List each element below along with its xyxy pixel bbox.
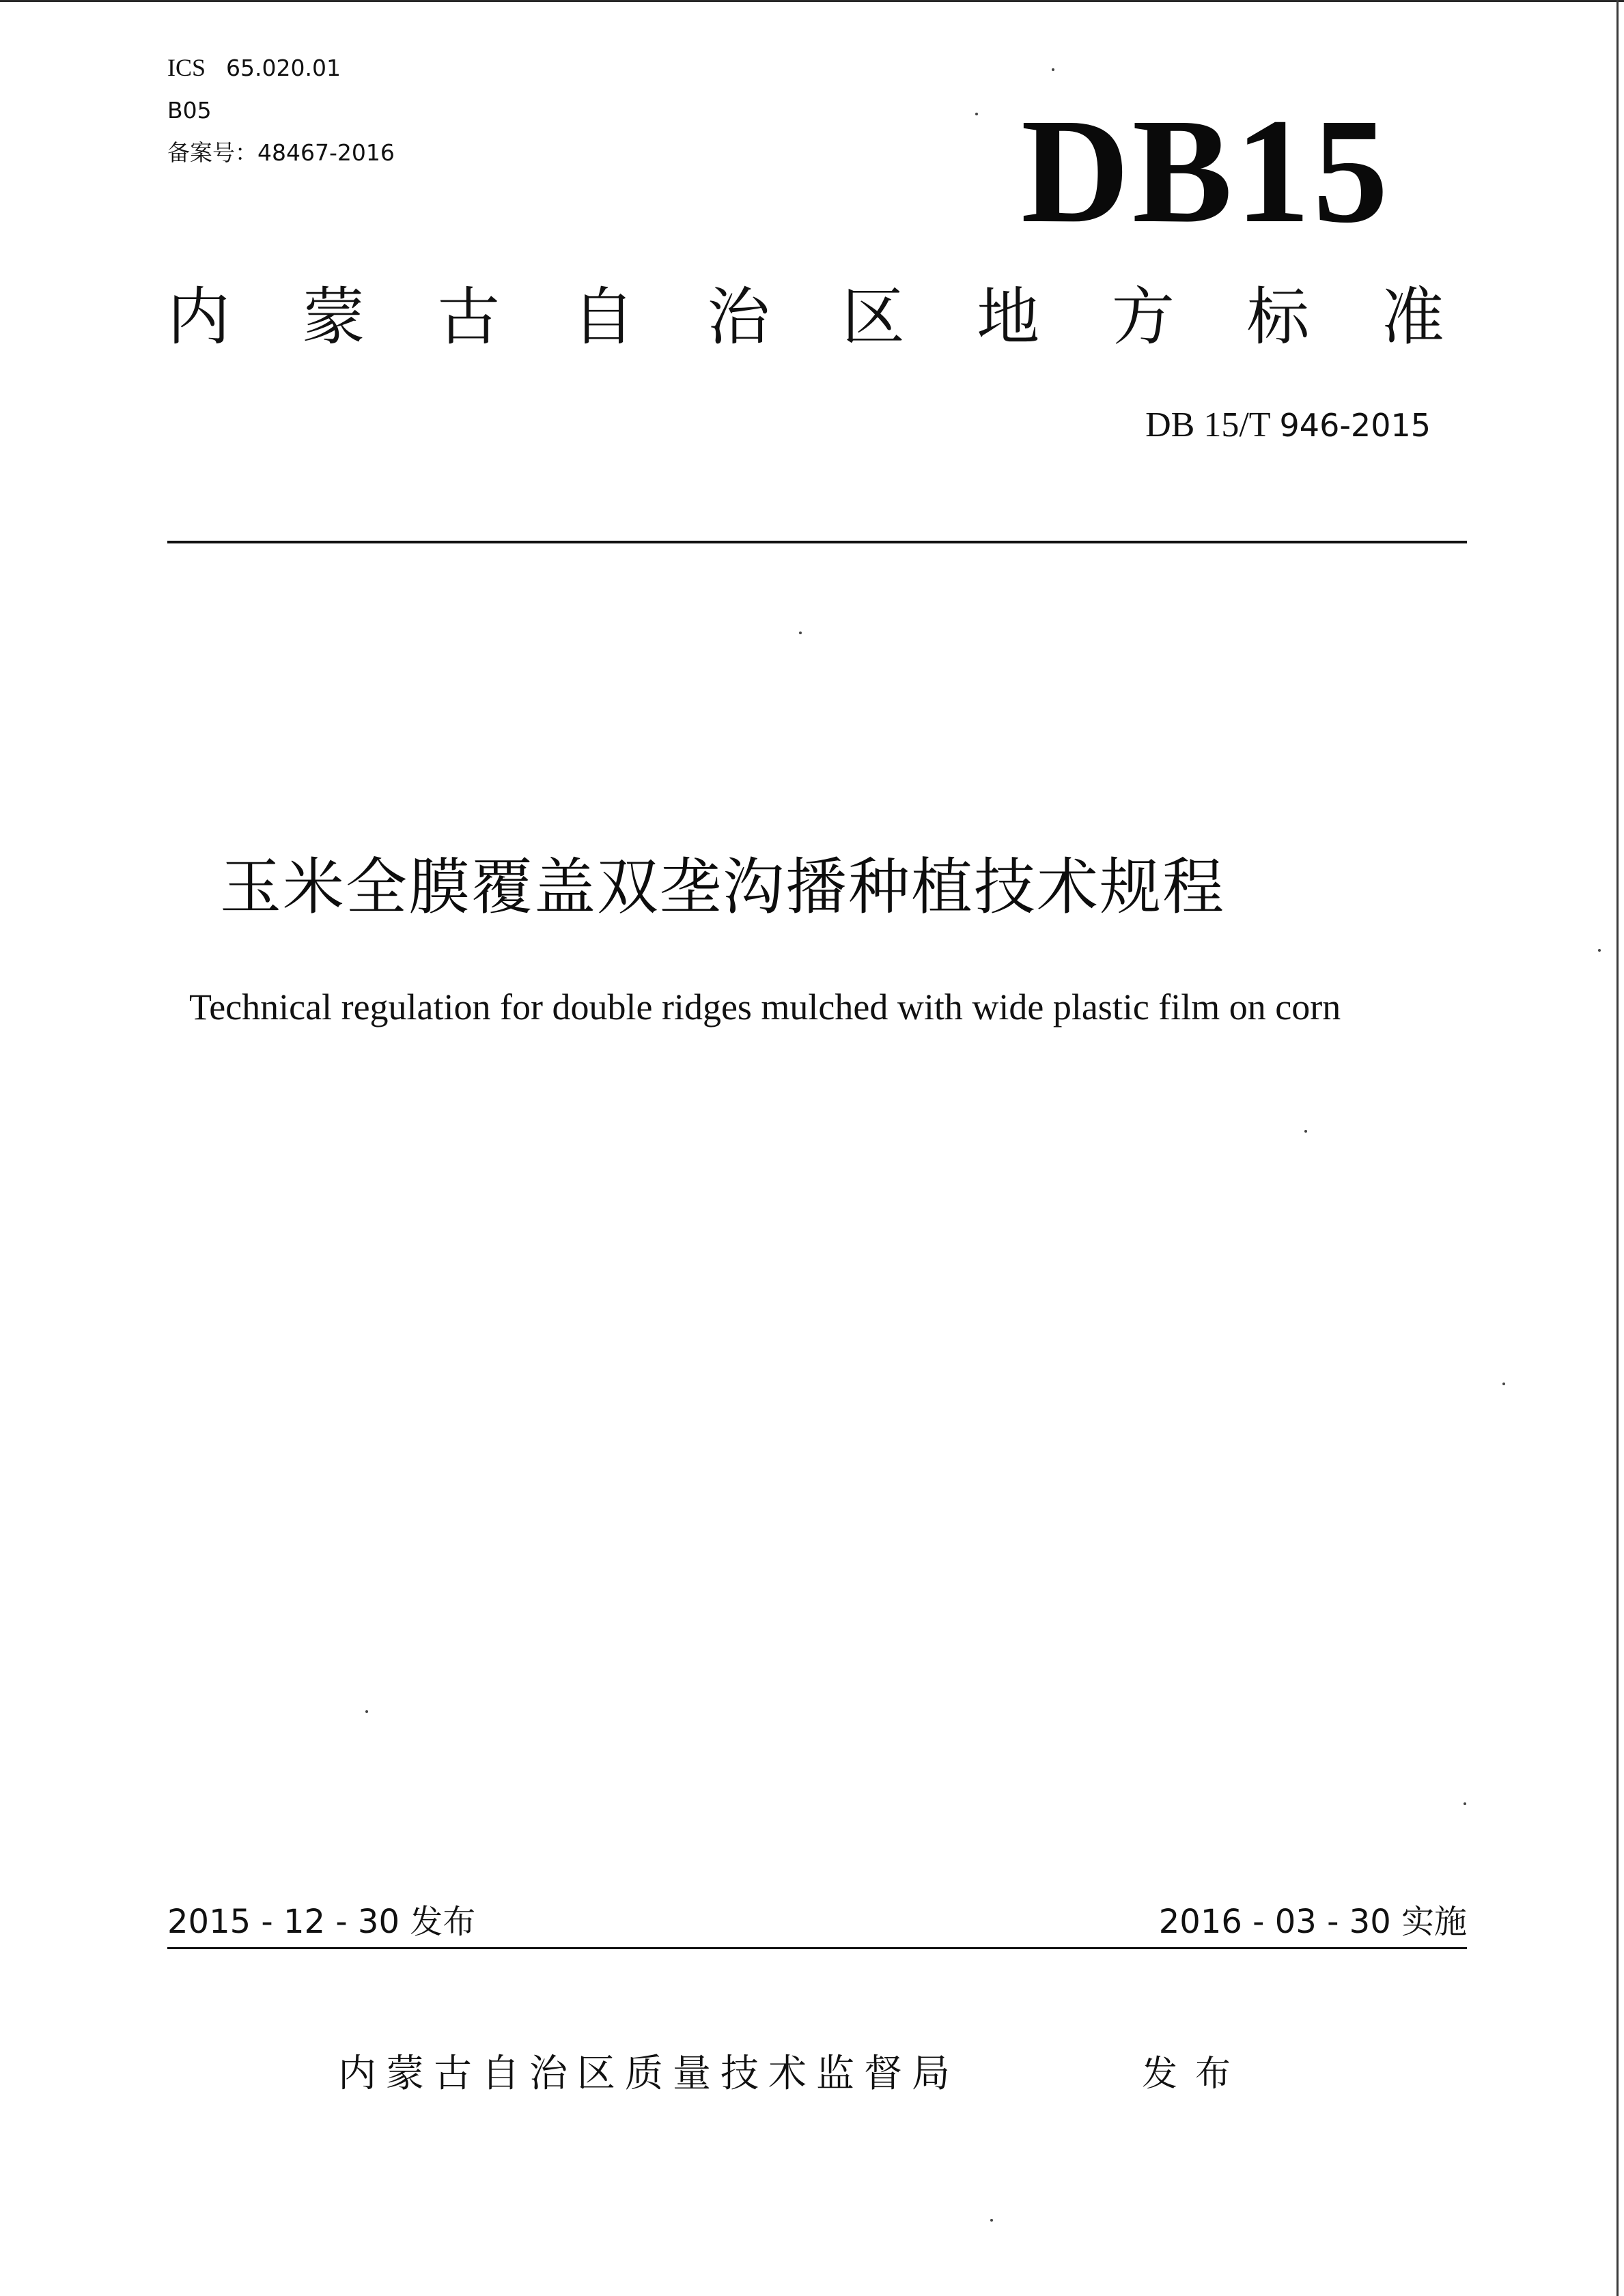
ics-label: ICS: [167, 54, 206, 81]
ccs-row: [167, 89, 395, 132]
classification-block: [167, 46, 395, 174]
standard-number-prefix: DB 15/T: [1145, 406, 1271, 444]
page-border-top: [0, 0, 1624, 2]
issuing-authority: 内蒙古自治区质量技术监督局: [338, 2052, 960, 2096]
effective-date: 2016 - 03 - 30 实施: [1158, 1903, 1467, 1941]
scan-speck: [1464, 1802, 1466, 1805]
standard-number-value: 946-2015: [1279, 407, 1431, 444]
filing-number: 48467-2016: [257, 139, 395, 166]
standard-type-char: 区: [841, 281, 905, 354]
standard-type-char: 方: [1111, 281, 1175, 354]
standard-type-char: 地: [977, 281, 1040, 354]
scan-speck: [365, 1710, 368, 1713]
standard-number: [1145, 401, 1431, 449]
title-chinese: 玉米全膜覆盖双垄沟播种植技术规程: [220, 851, 1225, 923]
standard-type-heading: [167, 277, 1444, 358]
scan-speck: [1304, 1130, 1307, 1133]
scan-speck: [975, 113, 978, 115]
issue-date: 2015 - 12 - 30 发布: [167, 1903, 476, 1941]
standard-type-char: 治: [707, 281, 770, 354]
scan-speck: [1598, 949, 1601, 952]
standard-type-char: 古: [437, 281, 501, 354]
standard-type-char: 内: [167, 281, 231, 354]
ics-code: 65.020.01: [226, 55, 341, 81]
title-english: Technical regulation for double ridges mulched with wide plastic film on corn: [189, 987, 1341, 1027]
scan-speck: [1052, 68, 1054, 71]
scan-speck: [1502, 1383, 1505, 1385]
filing-label: 备案号：: [167, 139, 257, 166]
standard-type-char: 标: [1246, 281, 1310, 354]
scan-speck: [990, 2219, 993, 2222]
standard-type-char: 自: [572, 281, 635, 354]
filing-row: [167, 132, 395, 174]
page-border-right: [1616, 0, 1619, 2296]
date-row: [167, 1898, 1467, 1946]
standard-type-char: 蒙: [302, 281, 365, 354]
header-divider: [167, 541, 1467, 543]
ics-row: [167, 46, 395, 89]
ccs-code: B05: [167, 97, 212, 124]
standard-logo: DB15: [1021, 87, 1391, 254]
issuing-action: 发布: [1142, 2054, 1249, 2095]
scan-speck: [799, 632, 802, 634]
footer-divider: [167, 1947, 1467, 1949]
standard-type-char: 准: [1381, 281, 1444, 354]
